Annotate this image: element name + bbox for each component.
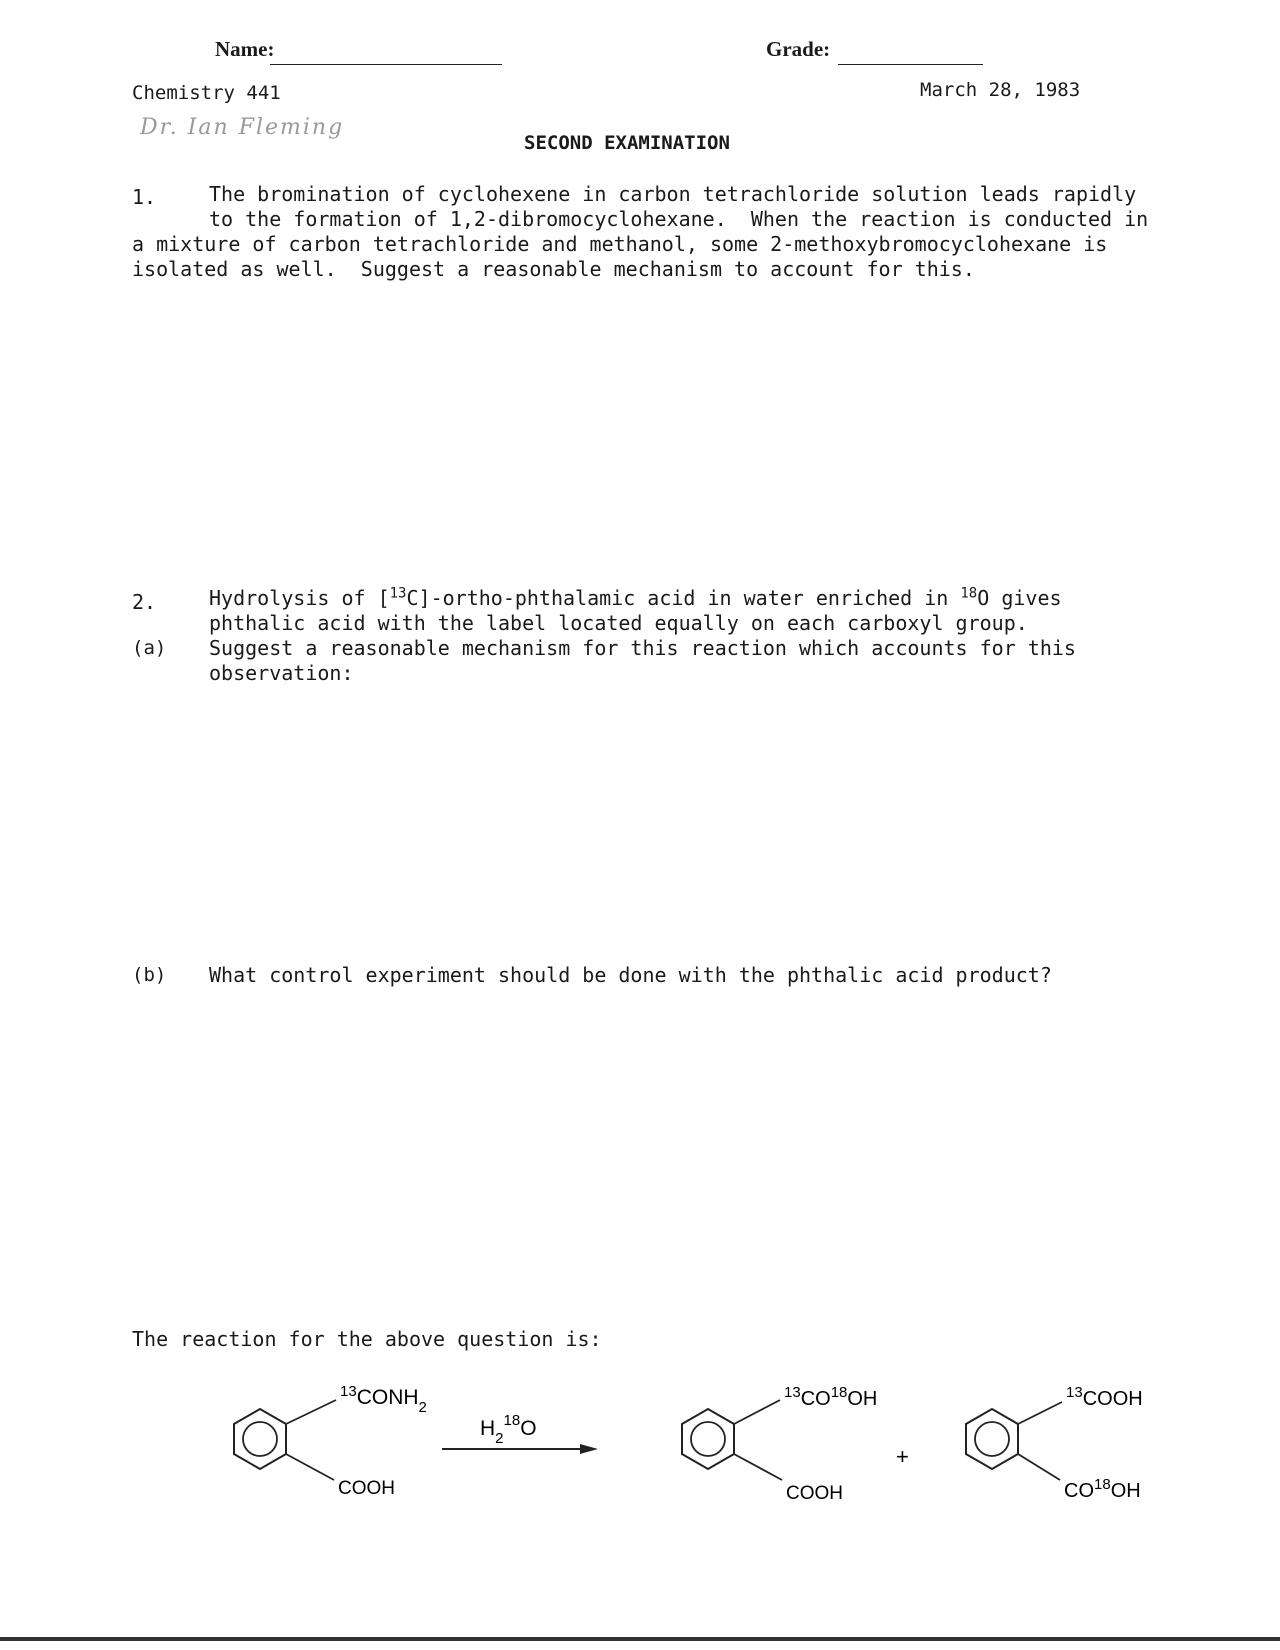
q2a-line-1: Suggest a reasonable mechanism for this reaction which accounts for this: [209, 636, 1076, 660]
reagent-label: $H_2^{18}O$: [480, 1412, 537, 1447]
name-field-line[interactable]: [270, 64, 502, 65]
product1-benzene-ring: [682, 1400, 782, 1480]
reactant-benzene-ring: [234, 1400, 336, 1480]
page-bottom-edge: [0, 1637, 1280, 1641]
reactant-top-group: $^{13}CONH_2$: [340, 1383, 427, 1416]
q1-line-4: isolated as well. Suggest a reasonable mechanism to account for this.: [132, 257, 975, 281]
handwritten-note: Dr. Ian Fleming: [140, 115, 345, 140]
q2b-text: What control experiment should be done with the phthalic acid product?: [209, 963, 1052, 987]
course-name: Chemistry 441: [132, 82, 281, 104]
grade-field-line[interactable]: [838, 64, 983, 65]
name-label: Name:: [215, 37, 275, 61]
q2b-label: (b): [132, 964, 167, 986]
product2-top-group: $^{13}$COOH: [1066, 1384, 1143, 1410]
q2-line-2: phthalic acid with the label located equally on each carboxyl group.: [209, 611, 1028, 635]
q1-line-3: a mixture of carbon tetrachloride and methanol, some 2-methoxybromocyclohexane is: [132, 232, 1108, 256]
plus-sign: +: [896, 1444, 909, 1469]
product1-bottom-group: COOH: [786, 1483, 843, 1504]
q1-number: 1.: [132, 185, 157, 209]
exam-title: SECOND EXAMINATION: [524, 132, 730, 154]
reaction-arrowhead: [580, 1444, 598, 1454]
q2-number: 2.: [132, 590, 157, 614]
exam-date: March 28, 1983: [920, 79, 1081, 101]
product2-bottom-group: CO$^{18}$OH: [1064, 1476, 1141, 1502]
q2-line-1: Hydrolysis of [$^{13}$C]-ortho-phthalamic acid in water enriched in $^{18}$O gives: [209, 585, 1062, 610]
reaction-intro: The reaction for the above question is:: [132, 1327, 602, 1351]
q2a-label: (a): [132, 637, 167, 659]
grade-label: Grade:: [766, 37, 831, 61]
reaction-scheme: [0, 1380, 1280, 1540]
q2a-line-2: observation:: [209, 661, 354, 685]
product2-benzene-ring: [966, 1402, 1062, 1480]
product1-top-group: $^{13}$CO$^{18}$OH: [784, 1384, 878, 1410]
q1-line-1: The bromination of cyclohexene in carbon tetrachloride solution leads rapidly: [209, 182, 1137, 206]
reactant-bottom-group: COOH: [338, 1478, 395, 1499]
q1-line-2: to the formation of 1,2-dibromocyclohexane. When the reaction is conducted in: [209, 207, 1149, 231]
